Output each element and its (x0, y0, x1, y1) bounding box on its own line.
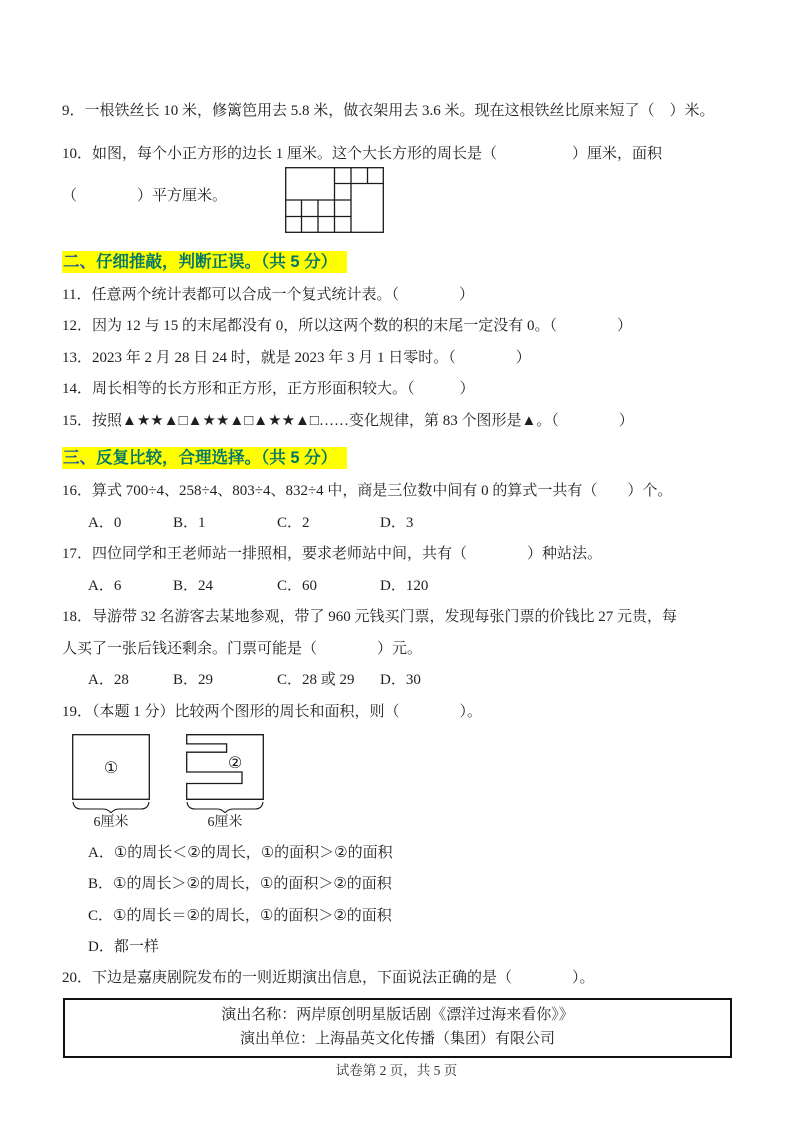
question-17-option-c: C．60 (277, 577, 318, 594)
performance-name-line: 演出名称：两岸原创明星版话剧《漂洋过海来看你》》 (221, 1006, 574, 1023)
figure-1-square (72, 734, 150, 800)
figure-1-number: ① (103, 760, 119, 777)
question-18-line1: 18．导游带 32 名游客去某地参观，带了 960 元钱买门票，发现每张门票的价钱比 27 元贵，每 (62, 609, 678, 625)
question-17-option-a: A．6 (88, 577, 122, 594)
page-footer: 试卷第 2 页，共 5 页 (335, 1063, 458, 1078)
question-14: 14．周长相等的长方形和正方形，正方形面积较大。（ ） (62, 381, 475, 397)
question-17: 17．四位同学和王老师站一排照相，要求老师站中间，共有（ ）种站法。 (62, 546, 603, 562)
question-18-option-d: D．30 (380, 672, 421, 688)
figure-1 (72, 734, 150, 832)
question-19-option-d: D．都一样 (88, 938, 159, 955)
question-18-option-b: B．29 (173, 672, 214, 688)
section-2-number: 二、 (63, 252, 96, 271)
question-19-option-b: B．①的周长＞②的周长，①的面积＞②的面积 (88, 876, 392, 893)
question-19-option-a: A．①的周长＜②的周长，①的面积＞②的面积 (88, 845, 393, 861)
section-2-title: 仔细推敲，判断正误。（共 5 分） (96, 252, 338, 271)
section-heading-2 (62, 249, 733, 276)
question-18-line2: 人买了一张后钱还剩余。门票可能是（ ）元。 (62, 640, 423, 657)
figure-2-caption: 6厘米 (207, 815, 243, 830)
question-16-options (62, 508, 733, 540)
question-12: 12．因为 12 与 15 的末尾都没有 0，所以这两个数的积的末尾一定没有 0。（ ） (62, 318, 633, 334)
question-9: 9．一根铁丝长 10 米，修篱笆用去 5.8 米，做衣架用去 3.6 米。现在这根铁丝比原来短了（ ）米。 (62, 103, 715, 119)
question-16-option-a: A．0 (88, 514, 122, 531)
question-13: 13．2023 年 2 月 28 日 24 时，就是 2023 年 3 月 1 日零时。（ ） (62, 349, 531, 366)
question-18-options (62, 665, 733, 697)
question-16: 16．算式 700÷4、258÷4、803÷4、832÷4 中，商是三位数中间有 0 的算式一共有（ ）个。 (62, 483, 673, 499)
question-10-line2: （ ）平方厘米。 (62, 188, 228, 204)
section-3-number: 三、 (63, 449, 96, 467)
performance-info-box (63, 998, 732, 1058)
section-heading-3 (62, 445, 733, 472)
section-3-highlight (62, 447, 347, 469)
figure-1-caption: 6厘米 (93, 815, 129, 830)
question-19-figures (72, 734, 733, 832)
question-17-options (62, 571, 733, 603)
question-18-option-c: C．28 或 29 (277, 672, 355, 688)
question-18-option-a: A．28 (88, 672, 129, 688)
question-19-option-c: C．①的周长＝②的周长，①的面积＞②的面积 (88, 907, 392, 924)
question-16-option-b: B．1 (173, 514, 206, 531)
question-15: 15．按照▲★★▲□▲★★▲□▲★★▲□……变化规律，第 83 个图形是▲。（ ） (62, 412, 634, 429)
figure-2-comb-shape (186, 734, 264, 800)
section-3-title: 反复比较，合理选择。（共 5 分） (96, 449, 338, 467)
section-2-highlight (62, 251, 347, 273)
question-20: 20．下边是嘉庚剧院发布的一则近期演出信息，下面说法正确的是（ ）。 (62, 970, 595, 987)
figure-2 (186, 734, 264, 832)
performance-unit-line: 演出单位：上海晶英文化传播（集团）有限公司 (239, 1031, 555, 1048)
question-19: 19．（本题 1 分）比较两个图形的周长和面积，则（ ）。 (62, 703, 483, 720)
question-10 (62, 139, 733, 241)
question-11: 11．任意两个统计表都可以合成一个复式统计表。（ ） (62, 286, 474, 303)
question-16-option-d: D．3 (380, 514, 414, 531)
underbrace-icon (72, 800, 150, 813)
underbrace-icon (186, 800, 264, 813)
grid-rectangle-figure (285, 167, 384, 234)
question-16-option-c: C．2 (277, 514, 310, 531)
question-17-option-b: B．24 (173, 577, 214, 594)
figure-2-number: ② (227, 755, 243, 772)
question-10-line1: 10．如图，每个小正方形的边长 1 厘米。这个大长方形的周长是（ ）厘米，面积 (62, 145, 663, 162)
question-17-option-d: D．120 (380, 577, 429, 594)
